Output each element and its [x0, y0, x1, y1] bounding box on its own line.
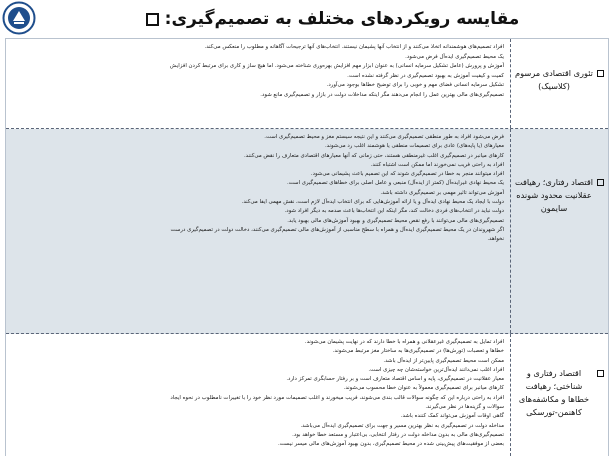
row-label-text: اقتصاد رفتاری؛ رهیافت عقلانیت محدود شونده سایمون	[514, 177, 594, 213]
content-line: تصمیم‌گیری‌های مالی می‌توانند با رفع نقص محیط تصمیم‌گیری و بهبود آموزش‌های مالی بهبود یابد.	[287, 217, 504, 224]
slide-title	[60, 6, 605, 32]
row-content	[12, 338, 504, 450]
row-label	[514, 67, 604, 93]
row-content	[12, 133, 504, 245]
content-line: تصمیم‌گیری‌های مالی بهترین عمل را انجام می‌دهند مگر اینکه مداخلات دولت در بازار و تصمیم‌گیری مانع شود.	[260, 91, 504, 98]
row-content	[12, 43, 504, 101]
checkbox-bullet-icon	[597, 179, 604, 186]
table-row-classical	[6, 39, 608, 129]
checkbox-bullet-icon	[597, 70, 604, 77]
row-label-text: اقتصاد رفتاری و شناختی؛ رهیافت خطاها و مکاشفه‌های کاهنمن-تورسکی	[518, 368, 590, 417]
row-label	[514, 176, 604, 215]
row-label	[514, 367, 604, 419]
content-line: افراد میتوانند منجر به خطا در تصمیم‌گیری شوند که این تصمیم باعث پشیمانی می‌شود.	[310, 171, 504, 178]
content-line: بعضی از موفقیت‌های پیش‌بینی شده در محیط تصمیم‌گیری، بدون بهبود آموزش‌های مالی میسر نیست.	[277, 441, 504, 448]
checkbox-bullet-icon	[597, 370, 604, 377]
comparison-table	[5, 38, 609, 456]
title-text: مقایسه رویکردهای مختلف به تصمیم‌گیری:	[164, 9, 520, 29]
column-divider	[510, 129, 511, 333]
content-line: افراد تمایل به تصمیم‌گیری غیرعقلانی و همراه با خطا دارند که در نهایت پشیمان می‌شوند.	[304, 339, 504, 345]
table-row-bounded-rationality	[6, 129, 608, 334]
content-line: معیار عقلانیت در تصمیم‌گیری، پایه و اساس اقتصاد متعارف است و بر رفتار حسابگری تمرکز دارد.	[286, 376, 504, 383]
content-line: آموزش و پرورش (عامل تشکیل سرمایه انسانی) به عنوان ابزار مهم افزایش بهره‌وری شناخته می‌شود. اما هیچ ساز و کاری برای مرتبط کردن افزایش	[169, 63, 504, 70]
content-line: تصمیم‌گیری‌های مالی به بدون مداخله دولت در رفتار انتخابی، بی‌اعتبار و مستعد خطا خواهد بود.	[292, 431, 504, 438]
content-line: مداخله دولت در تصمیم‌گیری به نظر بهترین مسیر و جهت برای تصمیم‌گیری ایده‌آل می‌باشد.	[300, 422, 504, 429]
content-line: اگر شهروندان در یک محیط تصمیم‌گیری ایده‌آل و همراه با سطح مناسبی از آموزش‌های مالی تصمیم‌گیری می‌کنند، دخالت دولت در تصمیم‌گیری درست	[170, 226, 504, 233]
content-line: یک محیط نهادی غیرایده‌آل (کمتر از ایده‌آل) منبعی و عامل اصلی برای خطاهای تصمیم‌گیری است.	[286, 180, 504, 187]
content-line: خطاها و تعصبات (تورش‌ها) در تصمیم‌گیری‌ها به ساختار مغز مرتبط می‌شوند.	[332, 348, 504, 355]
content-line: نخواهد.	[487, 236, 504, 243]
content-line: دولت با ایجاد یک محیط نهادی ایده‌آل و یا ارائه آموزش‌هایی که برای انتخاب ایده‌آل لازم است، نقش مهمی ایفا می‌کند.	[241, 199, 504, 206]
content-line: تشکیل سرمایه انسانی فضای مهم و خوبی را برای توضیح خطاها بوجود می‌آورد.	[326, 82, 504, 89]
content-line: ممکن است محیط تصمیم‌گیری پایین‌تر از ایده‌آل باشد.	[383, 357, 504, 364]
content-line: معیارهای (یا پایه‌های) عادی برای تصمیمات منطقی یا هوشمند اغلب رد می‌شوند.	[324, 143, 504, 150]
content-line: سوالات و گزینه‌ها در نظر می‌گیرند.	[425, 404, 504, 411]
content-line: کارهای میانبر در تصمیم‌گیری اغلب غیرمنطقی هستند، حتی زمانی که آنها معیارهای اقتصادی متعارف را نقض می‌کنند.	[243, 152, 504, 159]
content-line: افراد اغلب نمی‌دانند ایده‌آل‌ترین خواسته‌شان چه چیزی است.	[368, 366, 504, 373]
content-line: افراد به راحتی فریب نمی‌خورند اما ممکن است اشتباه کنند.	[370, 161, 504, 168]
university-logo	[2, 1, 36, 35]
content-line: کارهای میانبر برای تصمیم‌گیری معمولاً به عنوان خطا محسوب می‌شوند.	[343, 385, 504, 392]
table-row-heuristics	[6, 334, 608, 456]
content-line: یک محیط تصمیم‌گیری ایده‌آل فرض می‌شود.	[405, 53, 504, 60]
title-checkbox-icon	[146, 13, 159, 26]
content-line: گاهی اوقات آموزش می‌تواند کمک کننده باشد.	[400, 413, 504, 420]
content-line: افراد تصمیم‌های هوشمندانه اتخاذ می‌کنند و از انتخاب آنها پشیمان نیستند. انتخاب‌های آنها ترجیحات آگاهانه و مطلوب را منعکس می‌کند.	[204, 44, 504, 50]
content-line: فرض می‌شود افراد به طور منطقی تصمیم‌گیری می‌کنند و این نتیجه سیستم مغز و محیط تصمیم‌گیری است.	[264, 134, 504, 140]
column-divider	[510, 39, 511, 128]
content-line: کمیت و کیفیت آموزش به بهبود تصمیم‌گیری در نظر گرفته نشده است.	[347, 72, 504, 79]
column-divider	[510, 334, 511, 456]
row-label-text: تئوری اقتصادی مرسوم (کلاسیک)	[515, 68, 593, 91]
content-line: افراد به راحتی درباره این که چگونه سوالات قالب بندی می‌شوند، فریب میخورند و اغلب تصمیمات مورد نظر خود را با تغییرات نامطلوب در نحوه ایجاد	[170, 394, 504, 401]
content-line: آموزش می‌تواند تاثیر مهمی بر تصمیم‌گیری داشته باشد.	[380, 189, 504, 196]
content-line: دولت نباید در انتخاب‌های فردی دخالت کند، مگر اینکه این انتخاب‌ها باعث صدمه به دیگر افراد شود.	[284, 208, 504, 215]
